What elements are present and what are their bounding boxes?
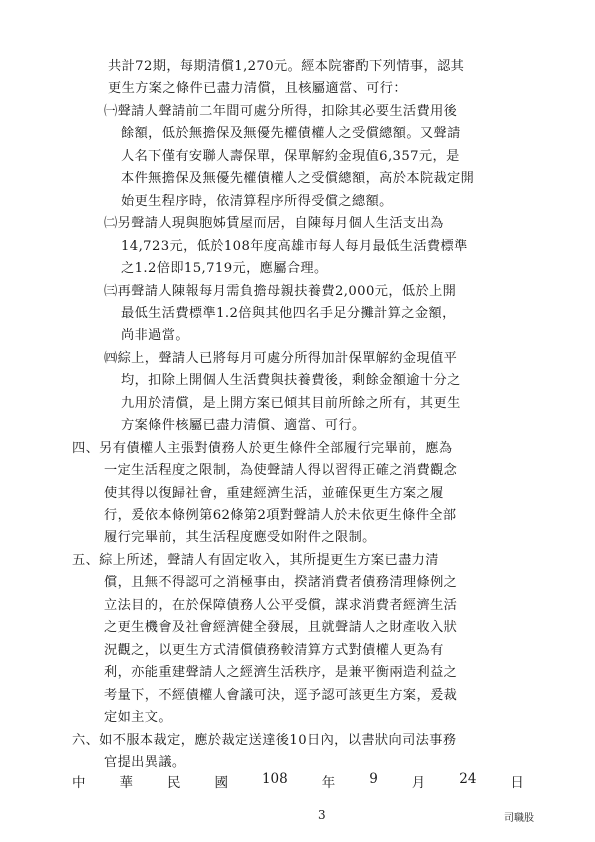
- text-line: 尚非過當。: [121, 328, 189, 344]
- date-line: [72, 771, 524, 791]
- text-line: 況觀之，以更生方式清償債務較清算方式對債權人更為有: [104, 642, 444, 658]
- date-token: 華: [119, 775, 133, 791]
- text-line: 官提出異議。: [104, 754, 186, 770]
- text-line: 立法目的，在於保障債務人公平受償，謀求消費者經濟生活: [104, 597, 458, 613]
- text-line: 行，爰依本條例第62條第2項對聲請人於未依更生條件全部: [104, 508, 457, 523]
- text-line: 餘額，低於無擔保及無優先權債權人之受償總額。又聲請: [121, 126, 461, 142]
- text-line: 五、綜上所述，聲請人有固定收入，其所提更生方案已盡力清: [72, 552, 439, 568]
- text-line: ㈣綜上，聲請人已將每月可處分所得加計保單解約金現值平: [104, 350, 458, 366]
- text-line: 始更生程序時，依清算程序所得受償之總額。: [121, 193, 393, 209]
- date-token: 9: [369, 771, 378, 787]
- text-line: 共計72期，每期清償1,270元。經本院審酌下列情事，認其: [108, 59, 465, 74]
- text-line: 六、如不服本裁定，應於裁定送達後10日內，以書狀向司法事務: [72, 732, 457, 748]
- text-line: 更生方案之條件已盡力清償，且核屬適當、可行：: [108, 81, 407, 97]
- text-line: ㈢再聲請人陳報每月需負擔母親扶養費2,000元，低於上開: [104, 283, 457, 299]
- text-line: 使其得以復歸社會，重建經濟生活，並確保更生方案之履: [104, 485, 444, 501]
- date-token: 24: [459, 771, 477, 787]
- date-token: 中: [72, 775, 86, 791]
- text-line: 考量下，不經債權人會議可決，逕予認可該更生方案，爰裁: [104, 687, 458, 703]
- text-line: ㈠聲請人聲請前二年間可處分所得，扣除其必要生活費用後: [104, 103, 458, 119]
- text-line: 之更生機會及社會經濟健全發展，且就聲請人之財產收入狀: [104, 620, 458, 636]
- text-line: 九用於清償，是上開方案已傾其目前所餘之所有，其更生: [121, 395, 461, 411]
- footer-tag: 司職股: [504, 813, 534, 824]
- text-line: 之1.2倍即15,719元，應屬合理。: [121, 261, 328, 277]
- text-line: 人名下僅有安聯人壽保單，保單解約金現值6,357元，是: [121, 148, 460, 164]
- text-line: 本件無擔保及無優先權債權人之受償總額，高於本院裁定開: [121, 171, 475, 187]
- date-token: 月: [411, 775, 426, 791]
- text-line: 償，且無不得認可之消極事由，揆諸消費者債務清理條例之: [104, 575, 458, 591]
- text-line: 方案條件核屬已盡力清償、適當、可行。: [121, 418, 366, 434]
- text-line: ㈡另聲請人現與胞姊賃屋而居，自陳每月個人生活支出為: [104, 216, 444, 232]
- date-token: 年: [321, 775, 336, 791]
- text-line: 定如主文。: [104, 710, 172, 726]
- date-token: 108: [261, 771, 288, 787]
- text-line: 14,723元，低於108年度高雄市每人每月最低生活費標準: [121, 238, 468, 254]
- date-token: 民: [166, 775, 181, 791]
- page-number: 3: [318, 808, 326, 822]
- text-line: 均，扣除上開個人生活費與扶養費後，剩餘金額逾十分之: [121, 373, 461, 389]
- text-line: 四、另有債權人主張對債務人於更生條件全部履行完畢前，應為: [72, 440, 453, 456]
- date-token: 國: [214, 775, 228, 791]
- text-line: 一定生活程度之限制，為使聲請人得以習得正確之消費觀念: [104, 463, 458, 479]
- text-line: 最低生活費標準1.2倍與其他四名手足分攤計算之金額，: [121, 305, 456, 321]
- text-line: 利，亦能重建聲請人之經濟生活秩序，是兼平衡兩造利益之: [104, 665, 458, 681]
- text-line: 履行完畢前，其生活程度應受如附件之限制。: [104, 530, 376, 546]
- date-token: 日: [510, 775, 524, 791]
